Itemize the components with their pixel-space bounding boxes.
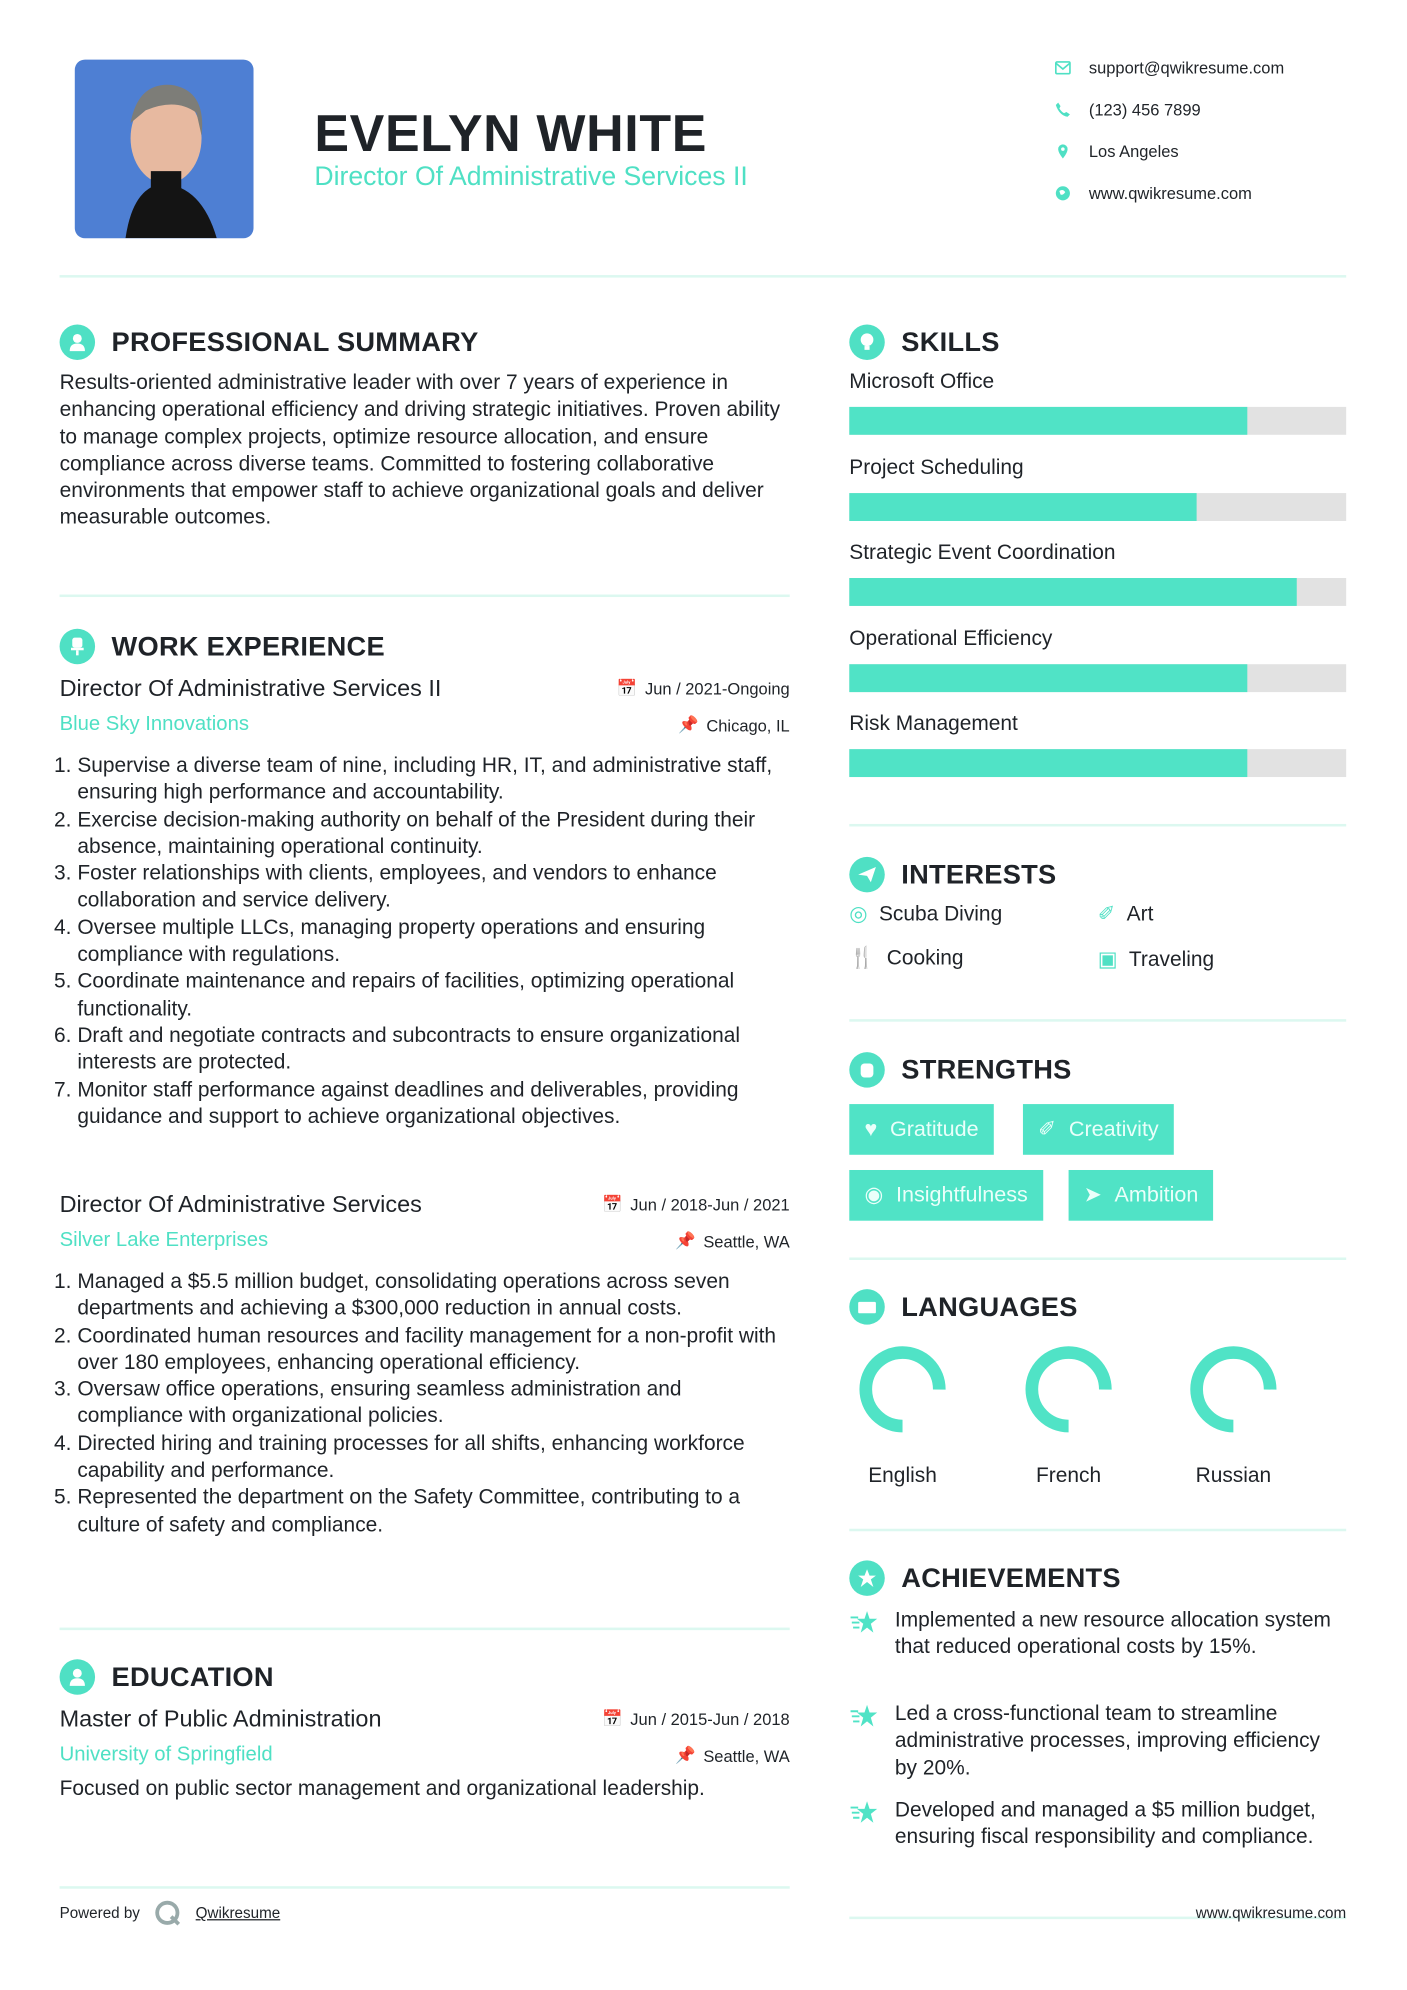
star-icon: [849, 1800, 879, 1825]
summary-text: Results-oriented administrative leader with over 7 years of experience in enhancing operational efficiency and driving strategic initiatives. Proven ability to manage complex projects, optimize resource allocation, and ensure compliance across diverse teams. Committed to fostering collaborative environments that empower staff to achieve organizational goals and deliver measurable outcomes.: [59, 371, 781, 530]
interest-scuba-diving: ◎ Scuba Diving: [849, 901, 1003, 926]
work-heading: WORK EXPERIENCE: [60, 629, 385, 664]
skill-name: Microsoft Office: [849, 370, 995, 393]
heart-icon: ♥: [864, 1116, 878, 1141]
school-name: University of Springfield: [59, 1744, 273, 1766]
eye-icon: ◉: [864, 1182, 884, 1207]
interest-art: ✐ Art: [1097, 901, 1154, 926]
skill-name: Project Scheduling: [849, 455, 1024, 479]
summary-heading: PROFESSIONAL SUMMARY: [60, 325, 479, 360]
job-entry: [60, 1190, 790, 1539]
strength-gratitude: ♥ Gratitude: [849, 1104, 994, 1155]
header-divider: [60, 275, 1347, 278]
rocket-icon: ➤: [1083, 1182, 1102, 1207]
section-divider: [849, 1019, 1346, 1022]
job-date: 📅 Jun / 2021-Ongoing: [616, 678, 790, 698]
job-entry: [60, 674, 790, 1131]
chair-icon: [60, 629, 95, 664]
language-ring: [1170, 1341, 1297, 1437]
strength-ambition: ➤ Ambition: [1069, 1170, 1214, 1221]
envelope-icon: [1055, 60, 1071, 76]
section-divider: [60, 1628, 790, 1631]
language-item: [1005, 1341, 1132, 1488]
section-divider: [849, 1257, 1346, 1260]
contact-website[interactable]: www.qwikresume.com: [1055, 184, 1252, 203]
pin-icon: 📌: [675, 1745, 696, 1765]
calendar-icon: 📅: [602, 1194, 623, 1214]
language-name: French: [1036, 1464, 1102, 1487]
paintbrush-icon: ✐: [1097, 902, 1116, 926]
section-divider: [60, 1886, 790, 1889]
degree: Master of Public Administration: [59, 1704, 382, 1732]
map-pin-icon: [1055, 143, 1071, 159]
contact-phone: (123) 456 7899: [1055, 100, 1201, 119]
profile-photo: [75, 60, 254, 239]
skill-bar-fill: [849, 407, 1247, 435]
skill-bar: [849, 407, 1346, 435]
strengths-heading: STRENGTHS: [849, 1052, 1071, 1087]
section-divider: [60, 595, 790, 598]
education-date: 📅 Jun / 2015-Jun / 2018: [602, 1708, 790, 1729]
skill-bar-fill: [849, 664, 1247, 692]
language-icon: [849, 1289, 884, 1324]
star-icon: [849, 1610, 879, 1635]
skill-name: Operational Efficiency: [849, 626, 1053, 650]
graduate-icon: [60, 1659, 95, 1694]
contact-location: Los Angeles: [1055, 142, 1179, 161]
skill-item: [849, 712, 1346, 777]
languages-list: [849, 1341, 1346, 1493]
interest-traveling: ▣ Traveling: [1097, 947, 1215, 971]
qwikresume-link[interactable]: Qwikresume: [195, 1903, 281, 1922]
skill-bar-fill: [849, 578, 1296, 606]
section-divider: [849, 824, 1346, 827]
fist-icon: [849, 1052, 884, 1087]
calendar-icon: 📅: [602, 1708, 623, 1728]
achievement-item: Developed and managed a $5 million budget, ensuring fiscal responsibility and compliance.: [849, 1797, 1343, 1851]
job-date: 📅 Jun / 2018-Jun / 2021: [602, 1194, 790, 1214]
pin-icon: 📌: [678, 714, 699, 734]
language-item: [839, 1341, 966, 1488]
qwikresume-logo-icon: [153, 1898, 183, 1928]
education-text: Focused on public sector management and organizational leadership.: [59, 1777, 705, 1800]
skill-bar-fill: [849, 749, 1247, 777]
language-item: [1170, 1341, 1297, 1488]
job-location: 📌 Chicago, IL: [678, 714, 790, 735]
job-location: 📌 Seattle, WA: [675, 1230, 790, 1251]
education-entry: [60, 1705, 790, 1803]
interests-heading: INTERESTS: [849, 857, 1056, 892]
skill-name: Strategic Event Coordination: [849, 541, 1116, 565]
job-title: Director Of Administrative Services: [59, 1190, 422, 1217]
lightbulb-icon: [849, 325, 884, 360]
education-location: 📌 Seattle, WA: [675, 1745, 790, 1766]
interest-cooking: 🍴 Cooking: [849, 946, 964, 970]
education-heading: EDUCATION: [60, 1659, 274, 1694]
star-badge-icon: [849, 1560, 884, 1595]
pin-icon: 📌: [675, 1230, 696, 1250]
candidate-name: EVELYN WHITE: [314, 103, 708, 163]
calendar-icon: 📅: [616, 678, 638, 698]
achievement-item: Implemented a new resource allocation system that reduced operational costs by 15%.: [849, 1607, 1343, 1661]
footer-website[interactable]: www.qwikresume.com: [1195, 1903, 1347, 1922]
languages-heading: LANGUAGES: [849, 1289, 1077, 1324]
candidate-title: Director Of Administrative Services II: [314, 162, 748, 192]
job-title: Director Of Administrative Services II: [59, 674, 442, 701]
skill-item: [849, 370, 1346, 435]
skill-bar: [849, 492, 1346, 520]
skill-bar-fill: [849, 492, 1197, 520]
language-name: Russian: [1195, 1464, 1272, 1487]
user-icon: [60, 325, 95, 360]
company-name: Silver Lake Enterprises: [59, 1229, 269, 1252]
job-bullets: 1. Managed a $5.5 million budget, consolidating operations across seven departments and achieving a $300,000 reduction in annual costs. 2. Coordinated human resources and facility management for a non-profit with over 180 employees, enhancing operational efficiency. 3. Oversaw office operations, ensuring seamless administration and compliance with organizational policies. 4. Directed hiring and training processes for all shifts, enhancing workforce capability and performance. 5. Represented the department on the Safety Committee, contributing to a culture of safety and compliance.: [60, 1269, 790, 1539]
strength-creativity: ✐ Creativity: [1023, 1104, 1174, 1155]
company-name: Blue Sky Innovations: [59, 713, 249, 736]
skill-name: Risk Management: [849, 712, 1018, 736]
strength-insightfulness: ◉ Insightfulness: [849, 1170, 1043, 1221]
utensils-icon: 🍴: [849, 946, 876, 970]
footer-left: Powered by Qwikresume: [60, 1898, 281, 1928]
skill-item: [849, 456, 1346, 521]
skill-item: [849, 541, 1346, 606]
paper-plane-icon: [849, 857, 884, 892]
life-ring-icon: ◎: [849, 902, 868, 926]
skill-bar: [849, 749, 1346, 777]
globe-icon: [1055, 185, 1071, 201]
language-ring: [839, 1341, 966, 1437]
paintbrush-icon: ✐: [1038, 1116, 1057, 1141]
section-divider: [849, 1529, 1346, 1532]
binoculars-icon: ▣: [1097, 948, 1118, 971]
skill-item: [849, 627, 1346, 692]
language-ring: [1005, 1341, 1132, 1437]
achievement-item: Led a cross-functional team to streamline administrative processes, improving efficiency by 20%.: [849, 1701, 1343, 1782]
achievements-heading: ACHIEVEMENTS: [849, 1560, 1121, 1595]
skill-bar: [849, 664, 1346, 692]
job-bullets: 1. Supervise a diverse team of nine, including HR, IT, and administrative staff, ensuring high performance and accountability. 2. Exercise decision-making authority on behalf of the President during their absence, maintaining operational continuity. 3. Foster relationships with clients, employees, and vendors to enhance collaboration and service delivery. 4. Oversee multiple LLCs, managing property operations and ensuring compliance with regulations. 5. Coordinate maintenance and repairs of facilities, optimizing operational functionality. 6. Draft and negotiate contracts and subcontracts to ensure organizational interests are protected. 7. Monitor staff performance against deadlines and deliverables, providing guidance and support to achieve organizational objectives.: [60, 753, 790, 1131]
language-name: English: [868, 1464, 937, 1487]
skills-heading: SKILLS: [849, 325, 999, 360]
contact-email[interactable]: support@qwikresume.com: [1055, 58, 1285, 77]
skill-bar: [849, 578, 1346, 606]
star-icon: [849, 1704, 879, 1729]
phone-icon: [1055, 101, 1071, 117]
